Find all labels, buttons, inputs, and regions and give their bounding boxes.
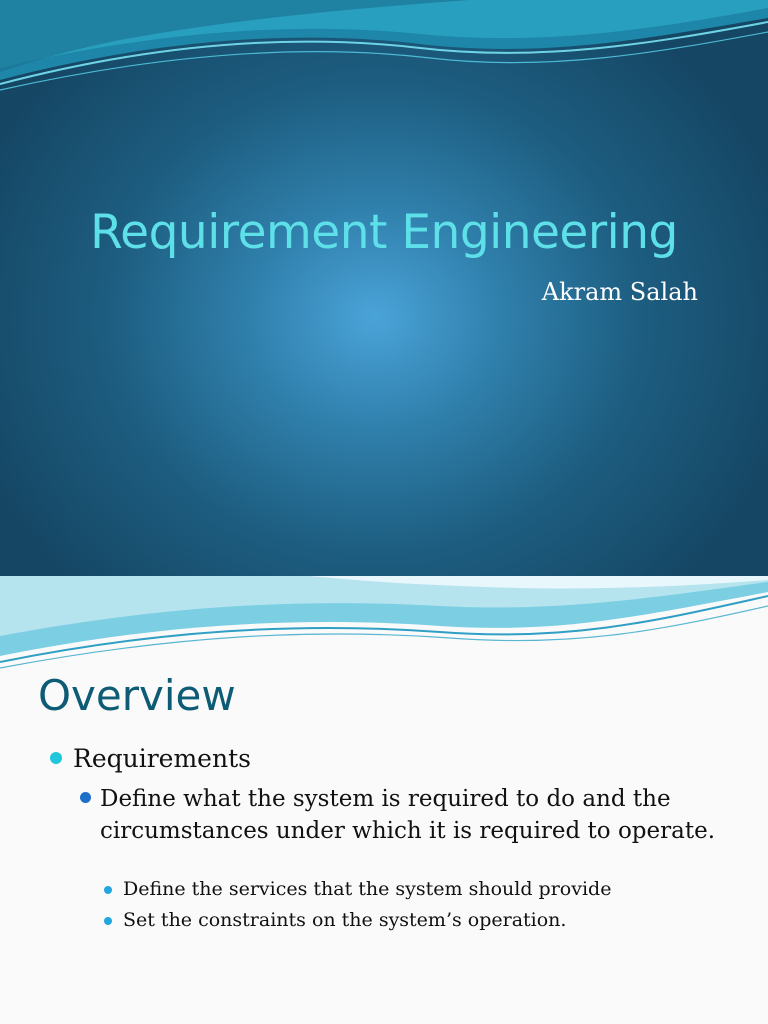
bullet-level3: Define the services that the system should provide	[123, 878, 612, 900]
wave-decoration	[0, 576, 768, 671]
bullet-level3: Set the constraints on the system’s operation.	[123, 909, 567, 931]
slide-title: Requirement Engineering	[90, 205, 678, 260]
bullet-dot-icon	[104, 917, 112, 925]
bullet-dot-icon	[104, 886, 112, 894]
bullet-level1: Requirements	[73, 744, 251, 773]
bullet-level2: Define what the system is required to do and the circumstances under which it is required to operate.	[100, 786, 716, 844]
overview-slide	[0, 576, 768, 1024]
slide-subtitle: Akram Salah	[541, 278, 698, 306]
slide-heading: Overview	[38, 671, 236, 720]
bullet-dot-icon	[80, 792, 91, 803]
bullet-dot-icon	[50, 752, 62, 764]
wave-decoration	[0, 0, 768, 110]
